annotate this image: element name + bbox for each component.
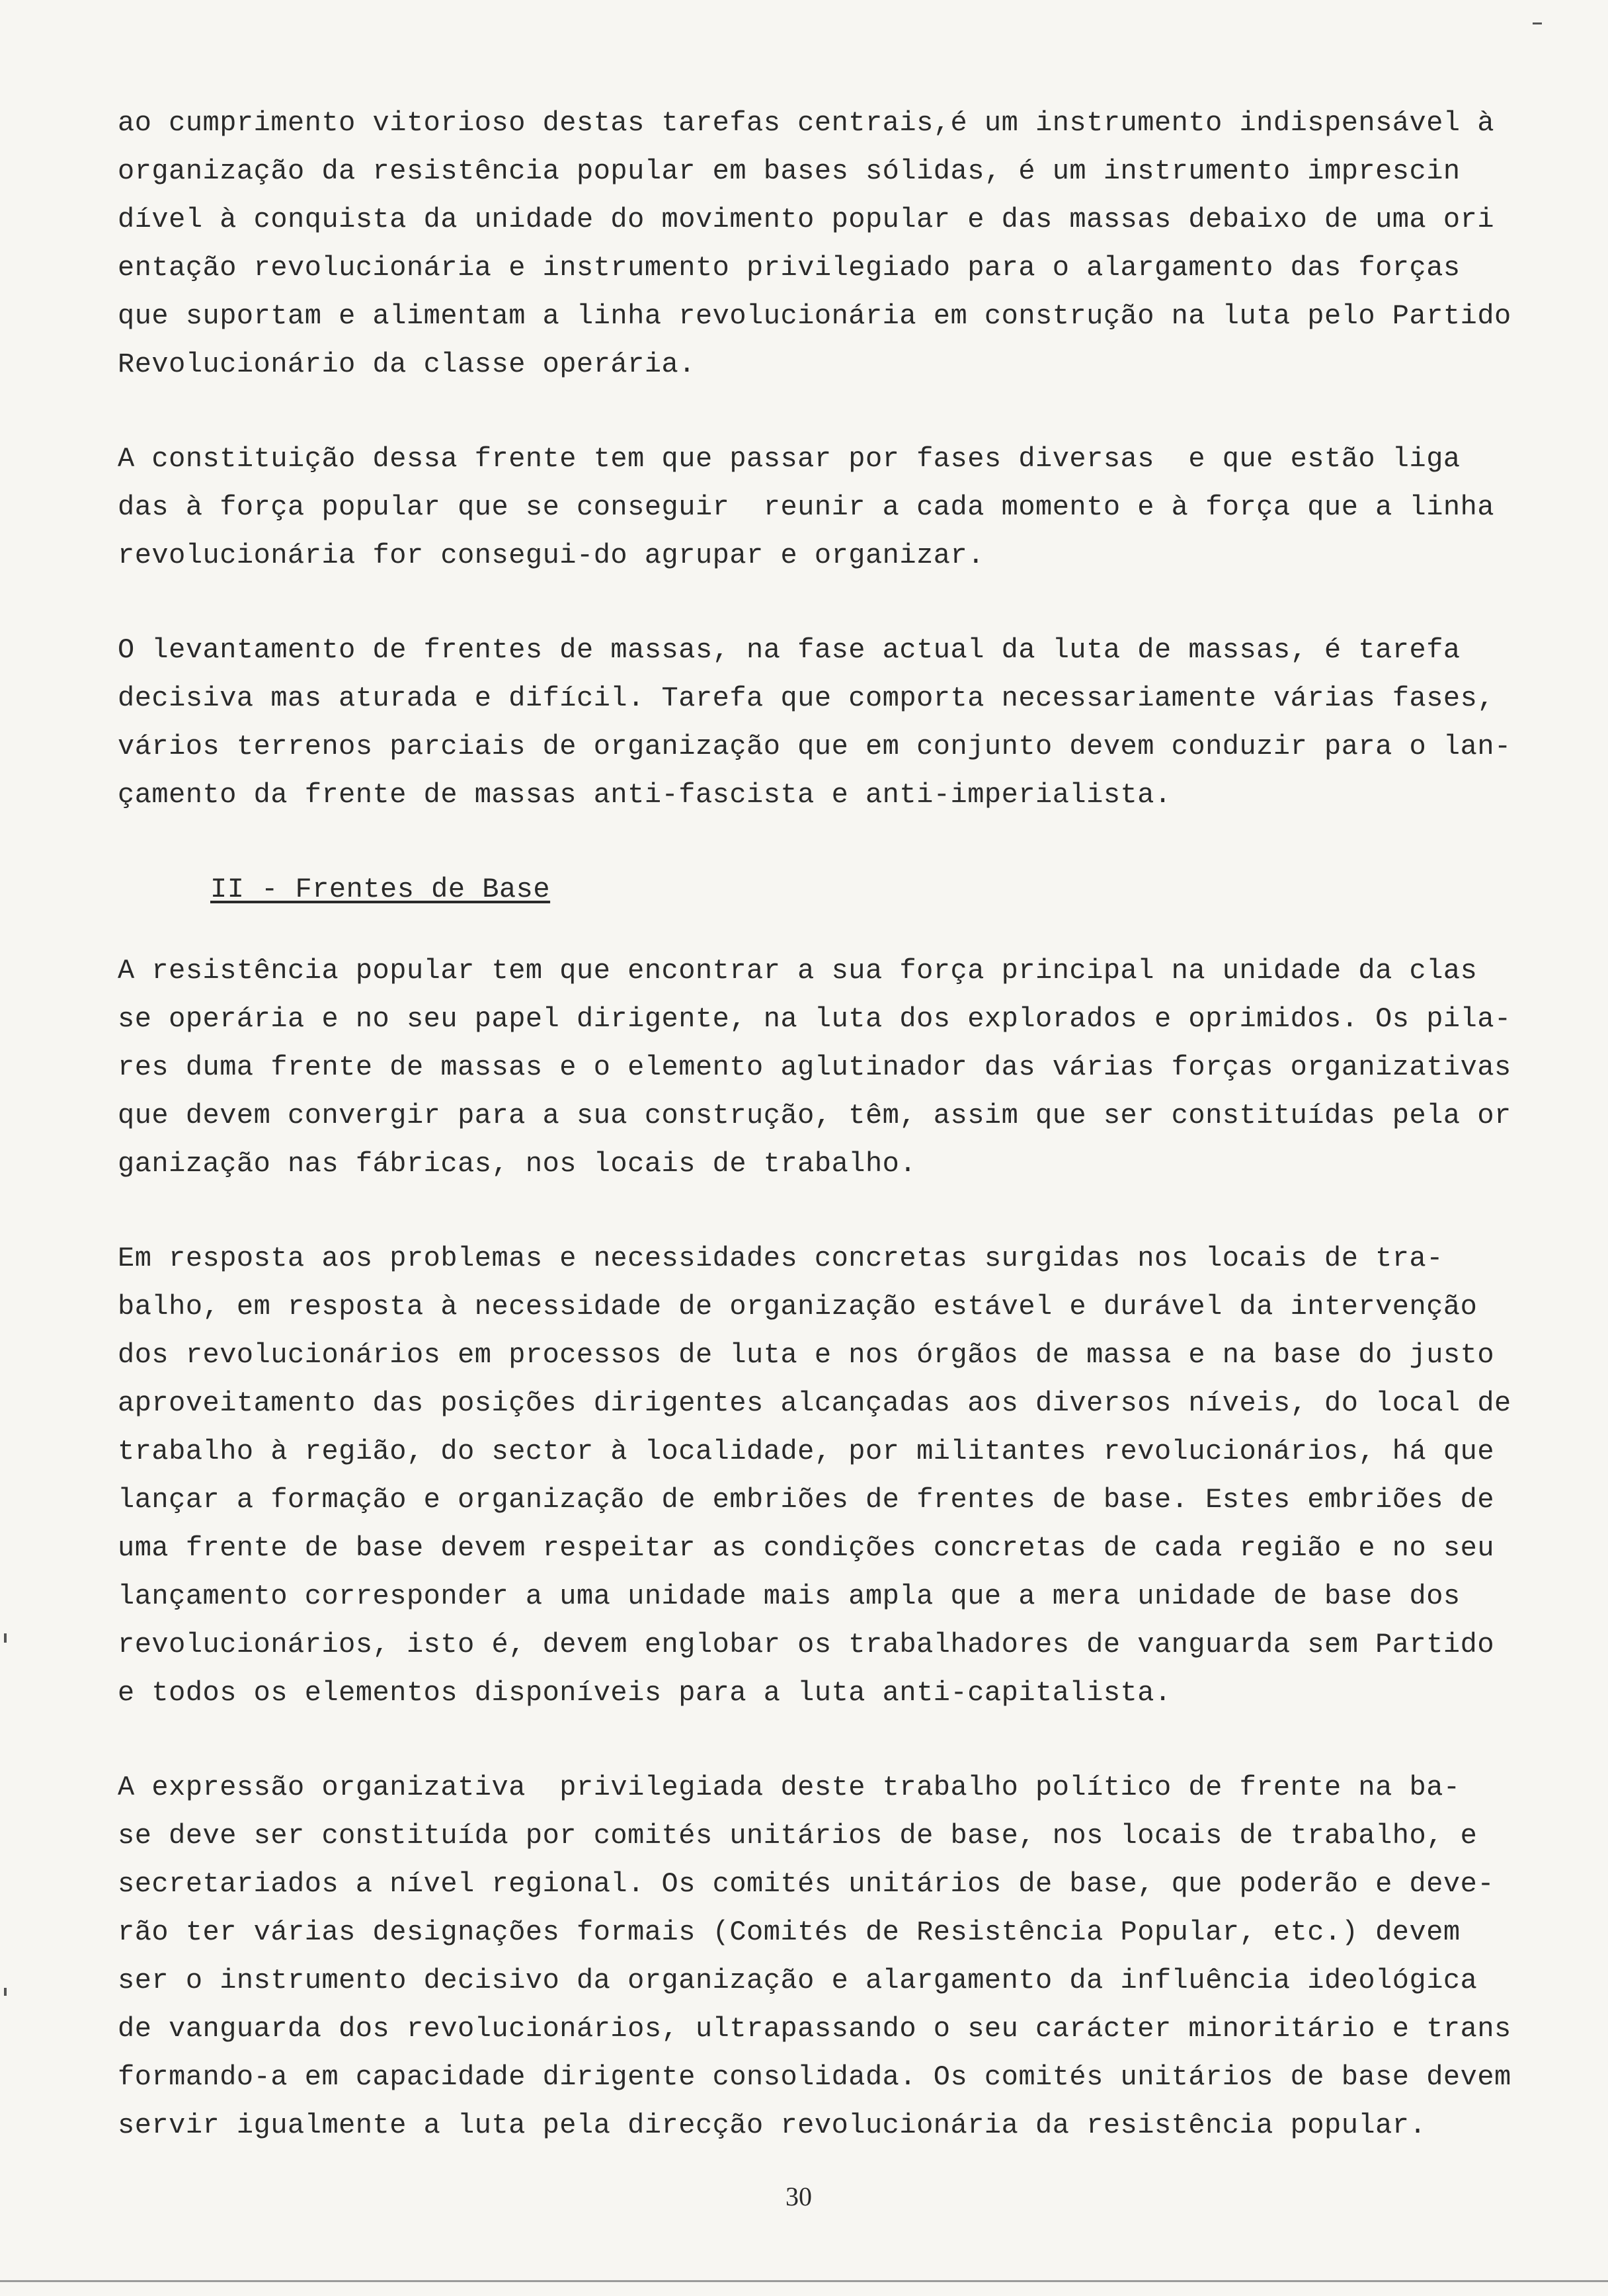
paragraph-4	[118, 947, 1511, 1188]
text-line: çamento da frente de massas anti-fascista e anti-imperialista.	[118, 779, 1172, 811]
text-line: dos revolucionários em processos de luta e nos órgãos de massa e na base do justo	[118, 1339, 1495, 1371]
text-line: A resistência popular tem que encontrar a sua força principal na unidade da clas	[118, 955, 1478, 987]
text-line: Em resposta aos problemas e necessidades concretas surgidas nos locais de tra-	[118, 1243, 1443, 1274]
text-line: vários terrenos parciais de organização que em conjunto devem conduzir para o lan-	[118, 731, 1511, 762]
text-line: balho, em resposta à necessidade de organização estável e durável da intervenção	[118, 1291, 1478, 1323]
paragraph-6	[118, 1764, 1511, 2150]
text-line: lançar a formação e organização de embriões de frentes de base. Estes embriões de	[118, 1484, 1495, 1516]
text-line: decisiva mas aturada e difícil. Tarefa que comporta necessariamente várias fases,	[118, 682, 1495, 714]
scan-mark	[4, 1633, 7, 1643]
body-text	[118, 99, 1511, 2196]
page-number: 30	[785, 2182, 812, 2211]
text-line: trabalho à região, do sector à localidade, por militantes revolucionários, há que	[118, 1436, 1495, 1467]
text-line: que suportam e alimentam a linha revolucionária em construção na luta pelo Partido	[118, 300, 1511, 332]
text-line: revolucionários, isto é, devem englobar os trabalhadores de vanguarda sem Partido	[118, 1629, 1495, 1660]
text-line: servir igualmente a luta pela direcção revolucionária da resistência popular.	[118, 2110, 1427, 2141]
text-line: Revolucionário da classe operária.	[118, 348, 696, 380]
scan-mark	[4, 1988, 7, 1996]
text-line: se deve ser constituída por comités unitários de base, nos locais de trabalho, e	[118, 1820, 1478, 1852]
section-heading	[118, 866, 1493, 914]
text-line: revolucionária for consegui-do agrupar e organizar.	[118, 540, 985, 571]
text-line: que devem convergir para a sua construção, têm, assim que ser constituídas pela or	[118, 1100, 1511, 1131]
section-heading-text: II - Frentes de Base	[210, 874, 551, 905]
scan-mark	[1533, 22, 1542, 24]
text-line: das à força popular que se conseguir reunir a cada momento e à força que a linha	[118, 491, 1495, 523]
paragraph-5	[118, 1235, 1511, 1717]
text-line: res duma frente de massas e o elemento aglutinador das várias forças organizativas	[118, 1051, 1511, 1083]
text-line: uma frente de base devem respeitar as condições concretas de cada região e no seu	[118, 1532, 1495, 1564]
paragraph-3	[118, 626, 1511, 819]
text-line: lançamento corresponder a uma unidade mais ampla que a mera unidade de base dos	[118, 1580, 1461, 1612]
text-line: formando-a em capacidade dirigente consolidada. Os comités unitários de base devem	[118, 2061, 1511, 2093]
text-line: ganização nas fábricas, nos locais de trabalho.	[118, 1148, 917, 1180]
text-line: entação revolucionária e instrumento privilegiado para o alargamento das forças	[118, 252, 1461, 284]
text-line: e todos os elementos disponíveis para a luta anti-capitalista.	[118, 1677, 1172, 1709]
text-line: O levantamento de frentes de massas, na fase actual da luta de massas, é tarefa	[118, 634, 1461, 666]
text-line: rão ter várias designações formais (Comités de Resistência Popular, etc.) devem	[118, 1916, 1461, 1948]
text-line: dível à conquista da unidade do movimento popular e das massas debaixo de uma ori	[118, 204, 1495, 235]
text-line: se operária e no seu papel dirigente, na luta dos explorados e oprimidos. Os pila-	[118, 1003, 1511, 1035]
page-bottom-edge	[0, 2280, 1608, 2282]
text-line: de vanguarda dos revolucionários, ultrapassando o seu carácter minoritário e trans	[118, 2013, 1511, 2045]
text-line: organização da resistência popular em bases sólidas, é um instrumento imprescin	[118, 155, 1461, 187]
text-line: A expressão organizativa privilegiada deste trabalho político de frente na ba-	[118, 1772, 1461, 1803]
paragraph-1	[118, 99, 1511, 389]
paragraph-2	[118, 435, 1493, 580]
text-line: ao cumprimento vitorioso destas tarefas centrais,é um instrumento indispensável à	[118, 107, 1495, 139]
text-line: secretariados a nível regional. Os comités unitários de base, que poderão e deve-	[118, 1868, 1495, 1900]
text-line: ser o instrumento decisivo da organização e alargamento da influência ideológica	[118, 1965, 1478, 1996]
text-line: A constituição dessa frente tem que passar por fases diversas e que estão liga	[118, 443, 1461, 475]
text-line: aproveitamento das posições dirigentes alcançadas aos diversos níveis, do local de	[118, 1387, 1511, 1419]
